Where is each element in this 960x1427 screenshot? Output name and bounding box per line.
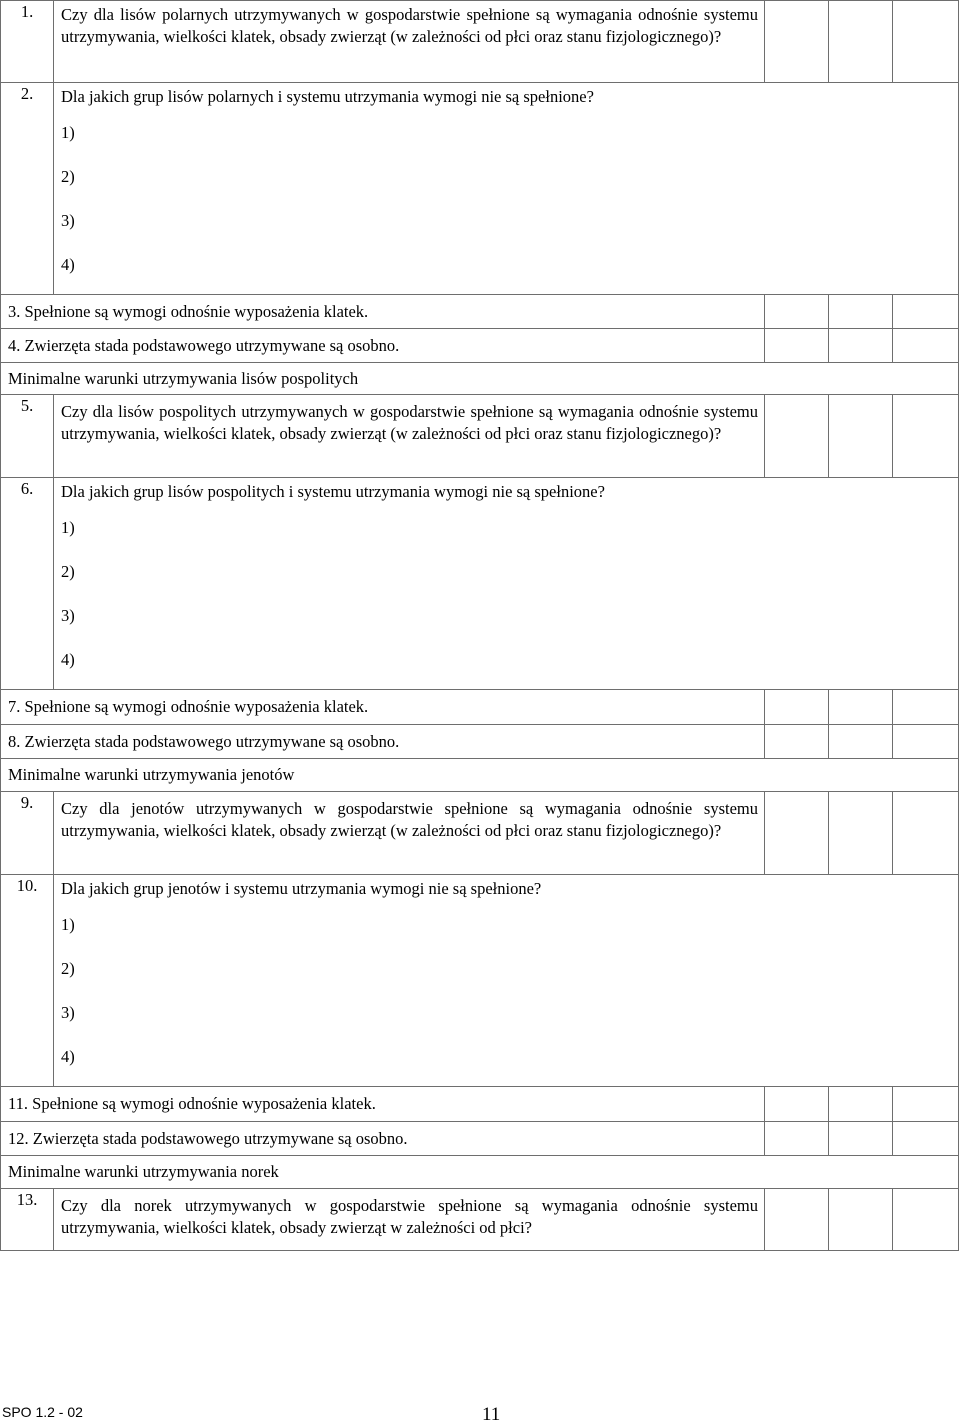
list-item-1: 1)	[61, 518, 75, 537]
page-number: 11	[482, 1404, 501, 1425]
row-q7	[1, 690, 959, 725]
row-q4	[1, 329, 959, 363]
row-q3	[1, 295, 959, 329]
row-q10	[1, 875, 959, 1087]
question-number: 10.	[1, 875, 54, 1087]
section-header	[1, 363, 959, 395]
answer-cell-no[interactable]	[829, 1189, 893, 1251]
question-number: 13.	[1, 1189, 54, 1251]
list-item-3: 3)	[61, 606, 75, 625]
answer-cell-yes[interactable]	[765, 295, 829, 329]
list-item-4: 4)	[61, 255, 75, 274]
answer-cell-no[interactable]	[829, 792, 893, 875]
question-number: 5.	[1, 395, 54, 478]
question-text: Czy dla jenotów utrzymywanych w gospodarstwie spełnione są wymagania odnośnie systemu utrzymywania, wielkości klatek, obsady zwierząt (w zależności od płci oraz stanu fizjologicznego)?	[54, 792, 765, 875]
answer-cell-na[interactable]	[893, 1189, 959, 1251]
question-list-cell[interactable]	[54, 478, 959, 690]
question-text: 7. Spełnione są wymogi odnośnie wyposażenia klatek.	[1, 690, 765, 725]
question-list-cell[interactable]	[54, 875, 959, 1087]
answer-cell-yes[interactable]	[765, 1122, 829, 1156]
row-q12	[1, 1122, 959, 1156]
answer-cell-no[interactable]	[829, 1122, 893, 1156]
answer-cell-yes[interactable]	[765, 329, 829, 363]
question-list-cell[interactable]	[54, 83, 959, 295]
question-text: Czy dla lisów polarnych utrzymywanych w gospodarstwie spełnione są wymagania odnośnie systemu utrzymywania, wielkości klatek, obsady zwierząt (w zależności od płci oraz stanu fizjologicznego)?	[54, 1, 765, 83]
list-item-4: 4)	[61, 1047, 75, 1066]
form-code: SPO 1.2 - 02	[2, 1404, 83, 1420]
row-q13	[1, 1189, 959, 1251]
answer-cell-yes[interactable]	[765, 792, 829, 875]
row-q2	[1, 83, 959, 295]
question-text: Czy dla norek utrzymywanych w gospodarstwie spełnione są wymagania odnośnie systemu utrzymywania, wielkości klatek, obsady zwierząt w zależności od płci?	[54, 1189, 765, 1251]
answer-cell-yes[interactable]	[765, 1087, 829, 1122]
answer-cell-no[interactable]	[829, 725, 893, 759]
question-text: Dla jakich grup lisów pospolitych i systemu utrzymania wymogi nie są spełnione?	[61, 482, 605, 501]
section-header	[1, 759, 959, 792]
row-q6	[1, 478, 959, 690]
section-title: Minimalne warunki utrzymywania lisów pospolitych	[1, 363, 959, 395]
question-text: Czy dla lisów pospolitych utrzymywanych w gospodarstwie spełnione są wymagania odnośnie systemu utrzymywania, wielkości klatek, obsady zwierząt (w zależności od płci oraz stanu fizjologicznego)?	[54, 395, 765, 478]
answer-cell-yes[interactable]	[765, 1, 829, 83]
list-item-1: 1)	[61, 915, 75, 934]
answer-cell-na[interactable]	[893, 725, 959, 759]
answer-cell-na[interactable]	[893, 1087, 959, 1122]
answer-cell-no[interactable]	[829, 329, 893, 363]
row-q11	[1, 1087, 959, 1122]
answer-cell-na[interactable]	[893, 329, 959, 363]
answer-cell-yes[interactable]	[765, 395, 829, 478]
question-text: 8. Zwierzęta stada podstawowego utrzymywane są osobno.	[1, 725, 765, 759]
question-text: 11. Spełnione są wymogi odnośnie wyposażenia klatek.	[1, 1087, 765, 1122]
answer-cell-yes[interactable]	[765, 690, 829, 725]
list-item-1: 1)	[61, 123, 75, 142]
answer-cell-no[interactable]	[829, 690, 893, 725]
answer-cell-na[interactable]	[893, 395, 959, 478]
answer-cell-no[interactable]	[829, 1, 893, 83]
question-text: 12. Zwierzęta stada podstawowego utrzymywane są osobno.	[1, 1122, 765, 1156]
answer-cell-yes[interactable]	[765, 725, 829, 759]
answer-cell-no[interactable]	[829, 1087, 893, 1122]
question-number: 6.	[1, 478, 54, 690]
question-text: 4. Zwierzęta stada podstawowego utrzymywane są osobno.	[1, 329, 765, 363]
question-text: 3. Spełnione są wymogi odnośnie wyposażenia klatek.	[1, 295, 765, 329]
question-number: 2.	[1, 83, 54, 295]
list-item-3: 3)	[61, 1003, 75, 1022]
answer-cell-na[interactable]	[893, 295, 959, 329]
answer-cell-na[interactable]	[893, 792, 959, 875]
answer-cell-na[interactable]	[893, 1122, 959, 1156]
list-item-4: 4)	[61, 650, 75, 669]
question-text: Dla jakich grup jenotów i systemu utrzymania wymogi nie są spełnione?	[61, 879, 542, 898]
row-q1	[1, 1, 959, 83]
list-item-2: 2)	[61, 959, 75, 978]
section-header	[1, 1156, 959, 1189]
list-item-3: 3)	[61, 211, 75, 230]
list-item-2: 2)	[61, 167, 75, 186]
question-number: 1.	[1, 1, 54, 83]
question-text: Dla jakich grup lisów polarnych i systemu utrzymania wymogi nie są spełnione?	[61, 87, 594, 106]
row-q9	[1, 792, 959, 875]
answer-cell-no[interactable]	[829, 295, 893, 329]
answer-cell-yes[interactable]	[765, 1189, 829, 1251]
section-title: Minimalne warunki utrzymywania norek	[1, 1156, 959, 1189]
answer-cell-na[interactable]	[893, 690, 959, 725]
answer-cell-na[interactable]	[893, 1, 959, 83]
row-q5	[1, 395, 959, 478]
section-title: Minimalne warunki utrzymywania jenotów	[1, 759, 959, 792]
answer-cell-no[interactable]	[829, 395, 893, 478]
row-q8	[1, 725, 959, 759]
question-number: 9.	[1, 792, 54, 875]
list-item-2: 2)	[61, 562, 75, 581]
